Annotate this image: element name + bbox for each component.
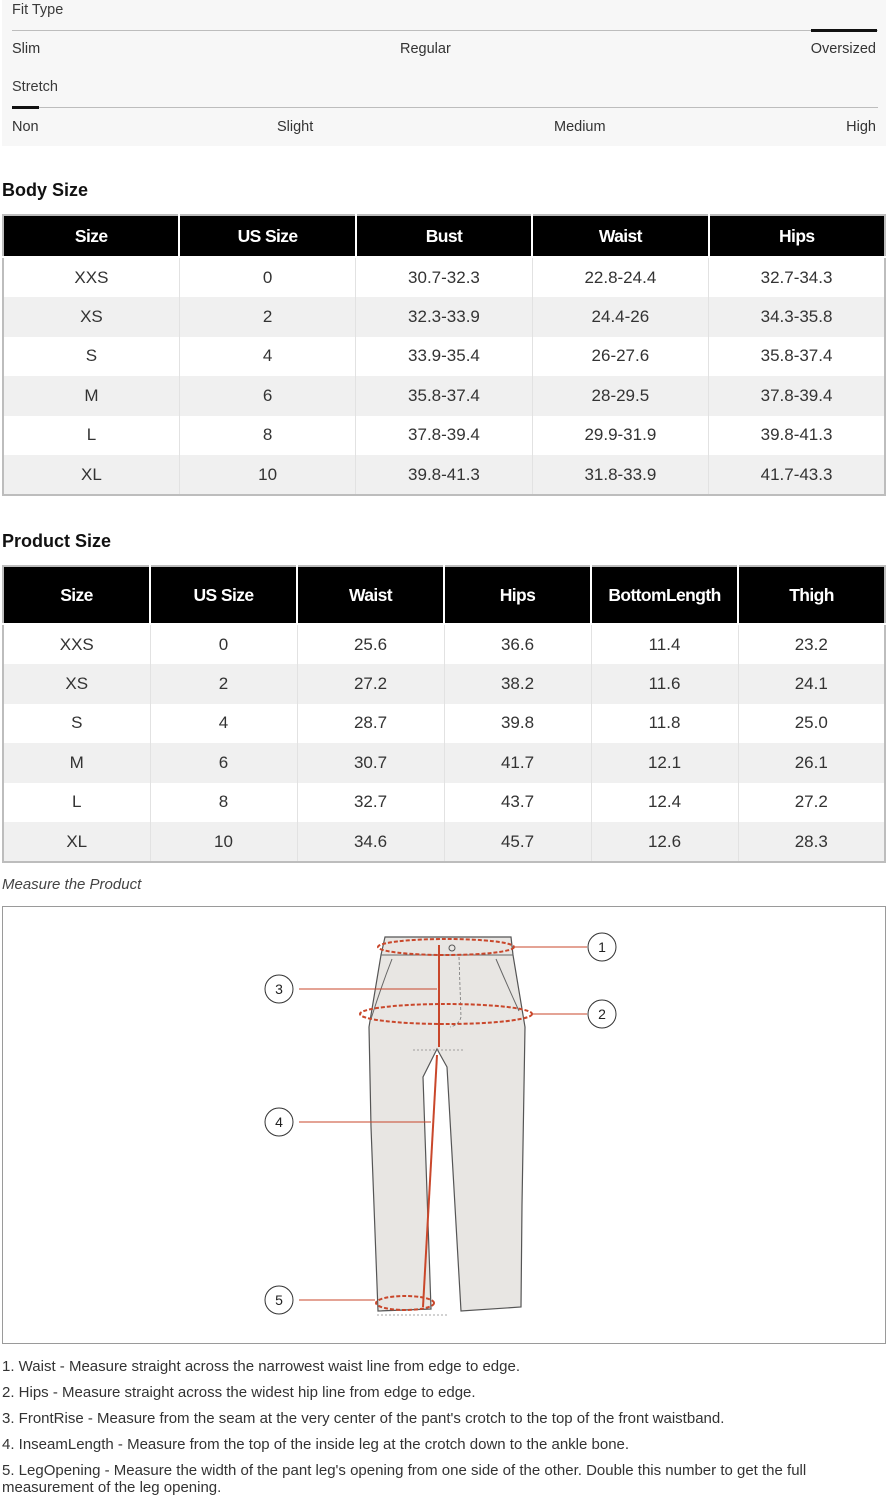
fit-type-title: Fit Type — [12, 2, 64, 18]
table-cell: 39.8-41.3 — [709, 416, 885, 455]
table-cell: 22.8-24.4 — [532, 257, 708, 297]
table-cell: 28.3 — [738, 822, 885, 862]
note-leg-opening: 5. LegOpening - Measure the width of the pant leg's opening from one side of the other. Double this number to get the full measurement of the leg opening. — [2, 1462, 807, 1496]
table-cell: 30.7 — [297, 743, 444, 782]
table-cell: 8 — [179, 416, 355, 455]
column-header: Hips — [444, 566, 591, 624]
table-cell: 27.2 — [738, 783, 885, 822]
table-cell: XL — [3, 822, 150, 862]
table-cell: 10 — [150, 822, 297, 862]
table-cell: 34.6 — [297, 822, 444, 862]
column-header: Thigh — [738, 566, 885, 624]
table-cell: 32.7 — [297, 783, 444, 822]
table-cell: L — [3, 416, 179, 455]
table-row — [3, 297, 885, 336]
table-cell: 2 — [179, 297, 355, 336]
table-cell: XXS — [3, 257, 179, 297]
column-header: Size — [3, 215, 179, 257]
table-cell: 29.9-31.9 — [532, 416, 708, 455]
table-cell: 41.7 — [444, 743, 591, 782]
body-size-table — [2, 214, 886, 496]
callout-3-number: 3 — [275, 981, 283, 997]
table-cell: 6 — [179, 376, 355, 415]
table-cell: 0 — [179, 257, 355, 297]
table-cell: 11.4 — [591, 624, 738, 664]
table-cell: 26-27.6 — [532, 337, 708, 376]
table-cell: 4 — [179, 337, 355, 376]
table-cell: 2 — [150, 664, 297, 703]
column-header: BottomLength — [591, 566, 738, 624]
product-size-title: Product Size — [2, 531, 112, 551]
table-cell: 38.2 — [444, 664, 591, 703]
measurement-notes — [2, 1358, 886, 1505]
callout-4-number: 4 — [275, 1114, 283, 1130]
table-cell: 11.6 — [591, 664, 738, 703]
table-cell: 37.8-39.4 — [709, 376, 885, 415]
note-hips: 2. Hips - Measure straight across the widest hip line from edge to edge. — [2, 1384, 476, 1401]
table-cell: 36.6 — [444, 624, 591, 664]
table-cell: M — [3, 376, 179, 415]
stretch-label-non: Non — [12, 119, 39, 135]
table-row — [3, 376, 885, 415]
table-cell: 10 — [179, 455, 355, 495]
body-size-title: Body Size — [2, 180, 89, 200]
column-header: Waist — [297, 566, 444, 624]
fit-type-scale — [12, 30, 878, 31]
table-cell: 24.4-26 — [532, 297, 708, 336]
callout-2-number: 2 — [598, 1006, 606, 1022]
table-row — [3, 743, 885, 782]
stretch-scale — [12, 107, 878, 108]
note-waist: 1. Waist - Measure straight across the narrowest waist line from edge to edge. — [2, 1358, 521, 1375]
pants-diagram-svg — [3, 907, 885, 1343]
table-cell: 26.1 — [738, 743, 885, 782]
table-cell: 6 — [150, 743, 297, 782]
table-cell: 12.1 — [591, 743, 738, 782]
table-cell: 25.0 — [738, 704, 885, 743]
column-header: Hips — [709, 215, 885, 257]
table-row — [3, 257, 885, 297]
table-row — [3, 337, 885, 376]
table-cell: 24.1 — [738, 664, 885, 703]
table-cell: 45.7 — [444, 822, 591, 862]
table-cell: 37.8-39.4 — [356, 416, 532, 455]
callout-5-number: 5 — [275, 1292, 283, 1308]
table-cell: 35.8-37.4 — [709, 337, 885, 376]
fit-type-selected-marker — [811, 29, 877, 32]
note-front-rise: 3. FrontRise - Measure from the seam at the very center of the pant's crotch to the top of the front waistband. — [2, 1410, 725, 1427]
table-row — [3, 783, 885, 822]
table-cell: S — [3, 337, 179, 376]
table-cell: 43.7 — [444, 783, 591, 822]
table-cell: 33.9-35.4 — [356, 337, 532, 376]
column-header: Waist — [532, 215, 708, 257]
table-cell: 30.7-32.3 — [356, 257, 532, 297]
table-cell: 4 — [150, 704, 297, 743]
column-header: Bust — [356, 215, 532, 257]
table-cell: XXS — [3, 624, 150, 664]
table-row — [3, 455, 885, 495]
column-header: Size — [3, 566, 150, 624]
table-cell: 12.6 — [591, 822, 738, 862]
table-cell: 28-29.5 — [532, 376, 708, 415]
table-row — [3, 664, 885, 703]
table-cell: 8 — [150, 783, 297, 822]
fit-type-label-slim: Slim — [12, 41, 41, 57]
stretch-title: Stretch — [12, 79, 58, 95]
stretch-label-medium: Medium — [554, 119, 606, 135]
stretch-label-high: High — [846, 119, 876, 135]
table-cell: XL — [3, 455, 179, 495]
stretch-selected-marker — [12, 106, 39, 109]
table-cell: 31.8-33.9 — [532, 455, 708, 495]
table-cell: 25.6 — [297, 624, 444, 664]
table-cell: 27.2 — [297, 664, 444, 703]
fit-stretch-panel — [2, 0, 886, 146]
table-cell: 32.7-34.3 — [709, 257, 885, 297]
table-row — [3, 822, 885, 862]
column-header: US Size — [179, 215, 355, 257]
table-cell: 41.7-43.3 — [709, 455, 885, 495]
table-header-row — [3, 215, 885, 257]
table-cell: 28.7 — [297, 704, 444, 743]
table-cell: M — [3, 743, 150, 782]
table-cell: 32.3-33.9 — [356, 297, 532, 336]
table-cell: XS — [3, 664, 150, 703]
table-row — [3, 416, 885, 455]
callout-1-number: 1 — [598, 939, 606, 955]
product-size-table — [2, 565, 886, 863]
table-row — [3, 704, 885, 743]
table-cell: XS — [3, 297, 179, 336]
fit-type-label-regular: Regular — [400, 41, 451, 57]
measure-diagram — [2, 906, 886, 1344]
table-cell: S — [3, 704, 150, 743]
table-row — [3, 624, 885, 664]
table-cell: 11.8 — [591, 704, 738, 743]
fit-type-label-oversized: Oversized — [810, 41, 876, 57]
stretch-label-slight: Slight — [277, 119, 314, 135]
note-inseam-length: 4. InseamLength - Measure from the top of the inside leg at the crotch down to the ankle bone. — [2, 1436, 630, 1453]
table-cell: 39.8-41.3 — [356, 455, 532, 495]
table-cell: 35.8-37.4 — [356, 376, 532, 415]
measure-caption: Measure the Product — [2, 876, 142, 893]
table-cell: L — [3, 783, 150, 822]
table-header-row — [3, 566, 885, 624]
table-cell: 12.4 — [591, 783, 738, 822]
table-cell: 0 — [150, 624, 297, 664]
column-header: US Size — [150, 566, 297, 624]
pants-illustration — [369, 937, 525, 1311]
table-cell: 34.3-35.8 — [709, 297, 885, 336]
table-cell: 39.8 — [444, 704, 591, 743]
table-cell: 23.2 — [738, 624, 885, 664]
